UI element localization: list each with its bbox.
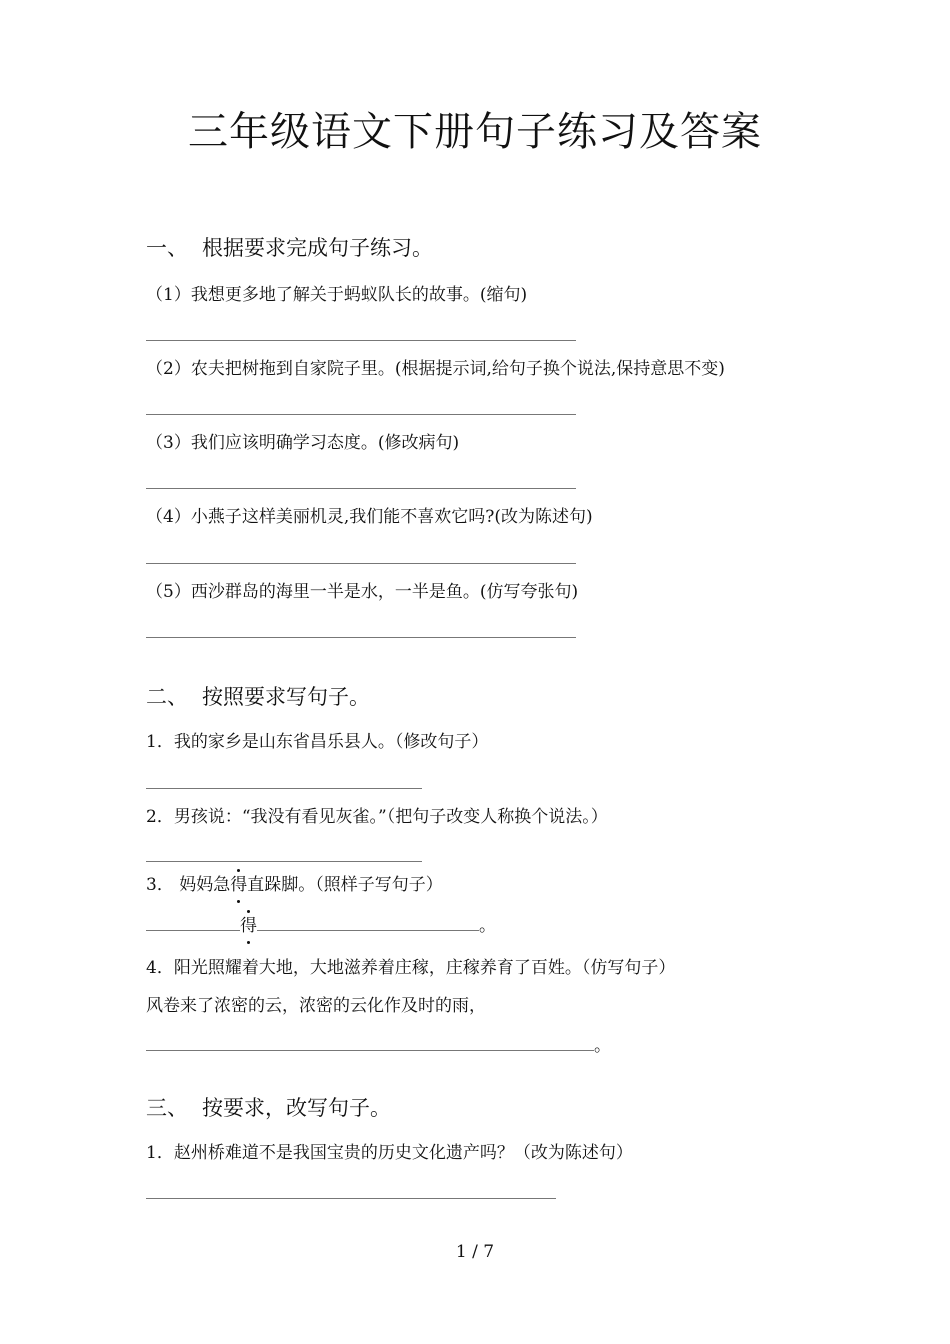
section-1-heading xyxy=(146,234,433,262)
fill-end-mark-2-4: 。 xyxy=(594,1036,611,1056)
question-2-3 xyxy=(146,873,443,897)
question-1-2: （2）农夫把树拖到自家院子里。(根据提示词,给句子换个说法,保持意思不变) xyxy=(146,359,725,379)
answer-line-3-1[interactable] xyxy=(146,1198,556,1199)
section-3-title: 按要求，改写句子。 xyxy=(202,1096,391,1120)
answer-line-1-1[interactable] xyxy=(146,340,576,341)
section-3-heading xyxy=(146,1094,391,1122)
question-2-2: 2．男孩说：“我没有看见灰雀。”（把句子改变人称换个说法。） xyxy=(146,807,608,827)
question-2-4-line2: 风卷来了浓密的云，浓密的云化作及时的雨， xyxy=(146,996,486,1016)
question-1-4: （4）小燕子这样美丽机灵,我们能不喜欢它吗?(改为陈述句) xyxy=(146,507,593,527)
section-3-number: 三、 xyxy=(146,1096,188,1120)
question-2-4: 4．阳光照耀着大地，大地滋养着庄稼，庄稼养育了百姓。（仿写句子） xyxy=(146,958,676,978)
answer-line-1-2[interactable] xyxy=(146,414,576,415)
fill-emphasis-char: 得 xyxy=(240,916,257,936)
emphasis-char: 得 xyxy=(230,875,248,895)
answer-line-1-3[interactable] xyxy=(146,488,576,489)
fill-blank-2-4[interactable] xyxy=(146,1032,594,1051)
section-1-title: 根据要求完成句子练习。 xyxy=(202,236,433,260)
answer-line-2-2[interactable] xyxy=(146,861,422,862)
fill-end-mark: 。 xyxy=(479,916,496,936)
answer-line-2-1[interactable] xyxy=(146,788,422,789)
section-2-number: 二、 xyxy=(146,685,188,709)
fill-blank-before[interactable] xyxy=(146,912,240,931)
section-1-number: 一、 xyxy=(146,236,188,260)
question-1-5: （5）西沙群岛的海里一半是水，一半是鱼。(仿写夸张句) xyxy=(146,582,579,602)
question-2-4-fill xyxy=(146,1032,611,1058)
question-1-1: （1）我想更多地了解关于蚂蚁队长的故事。(缩句) xyxy=(146,285,528,305)
fill-blank-after[interactable] xyxy=(257,912,479,931)
section-2-heading xyxy=(146,683,370,711)
question-2-3-suffix: 直跺脚。（照样子写句子） xyxy=(247,875,443,895)
question-3-1: 1．赵州桥难道不是我国宝贵的历史文化遗产吗？（改为陈述句） xyxy=(146,1143,633,1163)
page-title: 三年级语文下册句子练习及答案 xyxy=(188,109,762,155)
answer-line-1-5[interactable] xyxy=(146,637,576,638)
page-number: 1 / 7 xyxy=(455,1242,495,1262)
question-1-3: （3）我们应该明确学习态度。(修改病句) xyxy=(146,433,460,453)
question-2-1: 1．我的家乡是山东省昌乐县人。（修改句子） xyxy=(146,732,489,752)
question-2-3-prefix: 3． 妈妈急 xyxy=(146,875,231,895)
section-2-title: 按照要求写句子。 xyxy=(202,685,370,709)
answer-line-1-4[interactable] xyxy=(146,563,576,564)
question-2-3-fill xyxy=(146,912,496,938)
